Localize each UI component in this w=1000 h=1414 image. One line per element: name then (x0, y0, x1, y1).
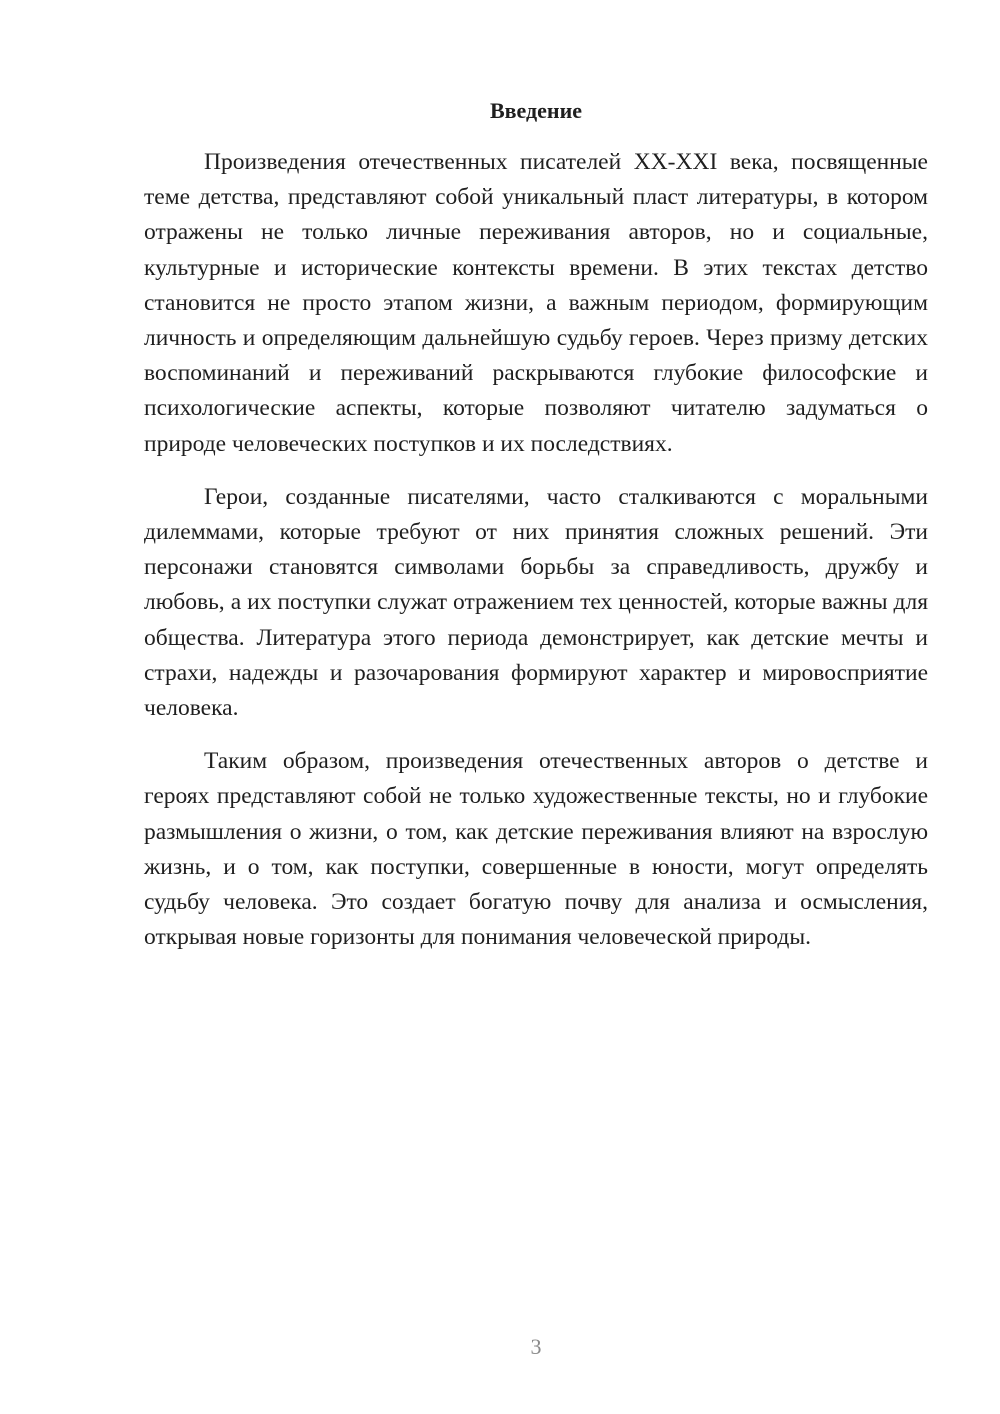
page-title: Введение (489, 98, 583, 123)
body-text (144, 145, 928, 973)
paragraph-1: Произведения отечественных писателей XX-XXI века, посвященные теме детства, представляют собой уникальный пласт литературы, в котором отражены не только личные переживания авторов, но и социальные, культурные и исторические контексты времени. В этих текстах детство становится не просто этапом жизни, а важным периодом, формирующим личность и определяющим дальнейшую судьбу героев. Через призму детских воспоминаний и переживаний раскрываются глубокие философские и психологические аспекты, которые позволяют читателю задуматься о природе человеческих поступков и их последствиях. (144, 149, 928, 457)
paragraph-2: Герои, созданные писателями, часто сталкиваются с моральными дилеммами, которые требуют от них принятия сложных решений. Эти персонажи становятся символами борьбы за справедливость, дружбу и любовь, а их поступки служат отражением тех ценностей, которые важны для общества. Литература этого периода демонстрирует, как детские мечты и страхи, надежды и разочарования формируют характер и мировосприятие человека. (144, 483, 928, 722)
page-number: 3 (530, 1334, 542, 1359)
paragraph-3: Таким образом, произведения отечественных авторов о детстве и героях представляют собой не только художественные тексты, но и глубокие размышления о жизни, о том, как детские переживания влияют на взрослую жизнь, и о том, как поступки, совершенные в юности, могут определять судьбу человека. Это создает богатую почву для анализа и осмысления, открывая новые горизонты для понимания человеческой природы. (144, 748, 928, 951)
